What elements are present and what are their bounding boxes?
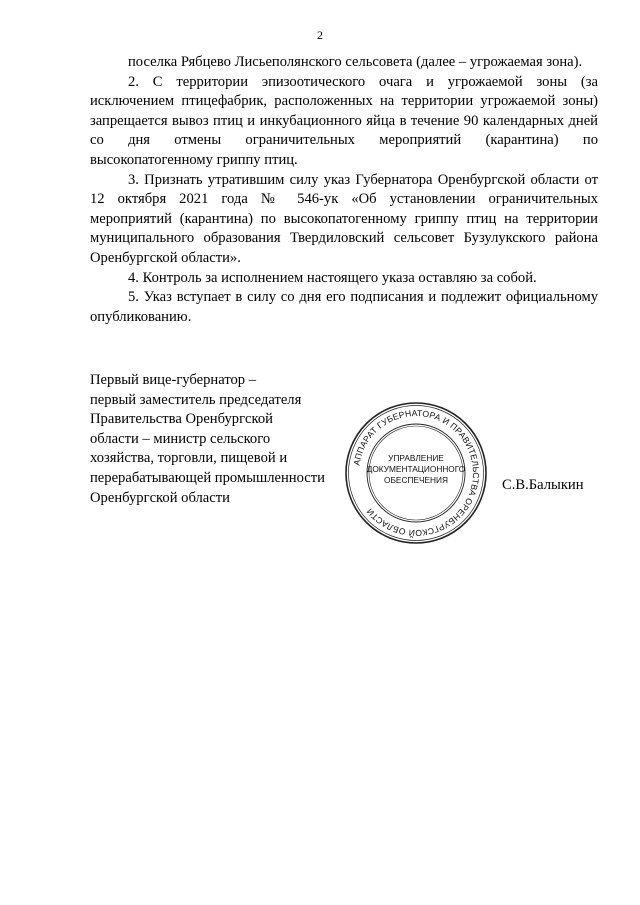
position-line: Первый вице-губернатор – xyxy=(90,372,257,388)
position-line: области – министр сельского xyxy=(90,430,271,447)
stamp-inner-line: ДОКУМЕНТАЦИОННОГО xyxy=(366,464,466,474)
page-number: 2 xyxy=(317,28,323,42)
official-stamp xyxy=(341,398,491,548)
paragraph-item-4: 4. Контроль за исполнением настоящего указа оставляю за собой. xyxy=(128,269,537,286)
position-line: Оренбургской области xyxy=(90,489,230,506)
stamp-inner-line: УПРАВЛЕНИЕ xyxy=(388,453,444,463)
position-line: Правительства Оренбургской xyxy=(90,411,273,428)
position-line: перерабатывающей промышленности xyxy=(90,469,325,486)
position-line: хозяйства, торговли, пищевой и xyxy=(90,450,288,467)
paragraph-continuation: поселка Рябцево Лисьеполянского сельсовета (далее – угрожаемая зона). xyxy=(128,54,583,70)
signatory-name: С.В.Балыкин xyxy=(502,477,584,493)
paragraph-item-2: 2. С территории эпизоотического очага и угрожаемой зоны (за исключением птицефабрик, расположенных на территории угрожаемой зоны) запрещается вывоз птиц и инкубационного яйца в течение 90 календарных дней со дня отмены ограничительных мероприятий (карантина) по высокопатогенному гриппу птиц. xyxy=(90,73,598,168)
stamp-inner-line: ОБЕСПЕЧЕНИЯ xyxy=(384,475,448,485)
paragraph-item-5: 5. Указ вступает в силу со дня его подписания и подлежит официальному опубликованию. xyxy=(90,289,598,325)
document-body xyxy=(90,53,598,327)
stamp-ring-textpath: АППАРАТ ГУБЕРНАТОРА И ПРАВИТЕЛЬСТВА ОРЕНБУРГСКОЙ ОБЛАСТИ xyxy=(351,407,482,539)
signatory-position xyxy=(90,371,350,508)
paragraph-item-3: 3. Признать утратившим силу указ Губернатора Оренбургской области от 12 октября 2021 года № 546-ук «Об установлении ограничительных мероприятий (карантина) по высокопатогенному гриппу птиц на территории муниципального образования Твердиловский сельсовет Бузулукского района Оренбургской области». xyxy=(90,171,598,266)
position-line: первый заместитель председателя xyxy=(90,391,302,408)
